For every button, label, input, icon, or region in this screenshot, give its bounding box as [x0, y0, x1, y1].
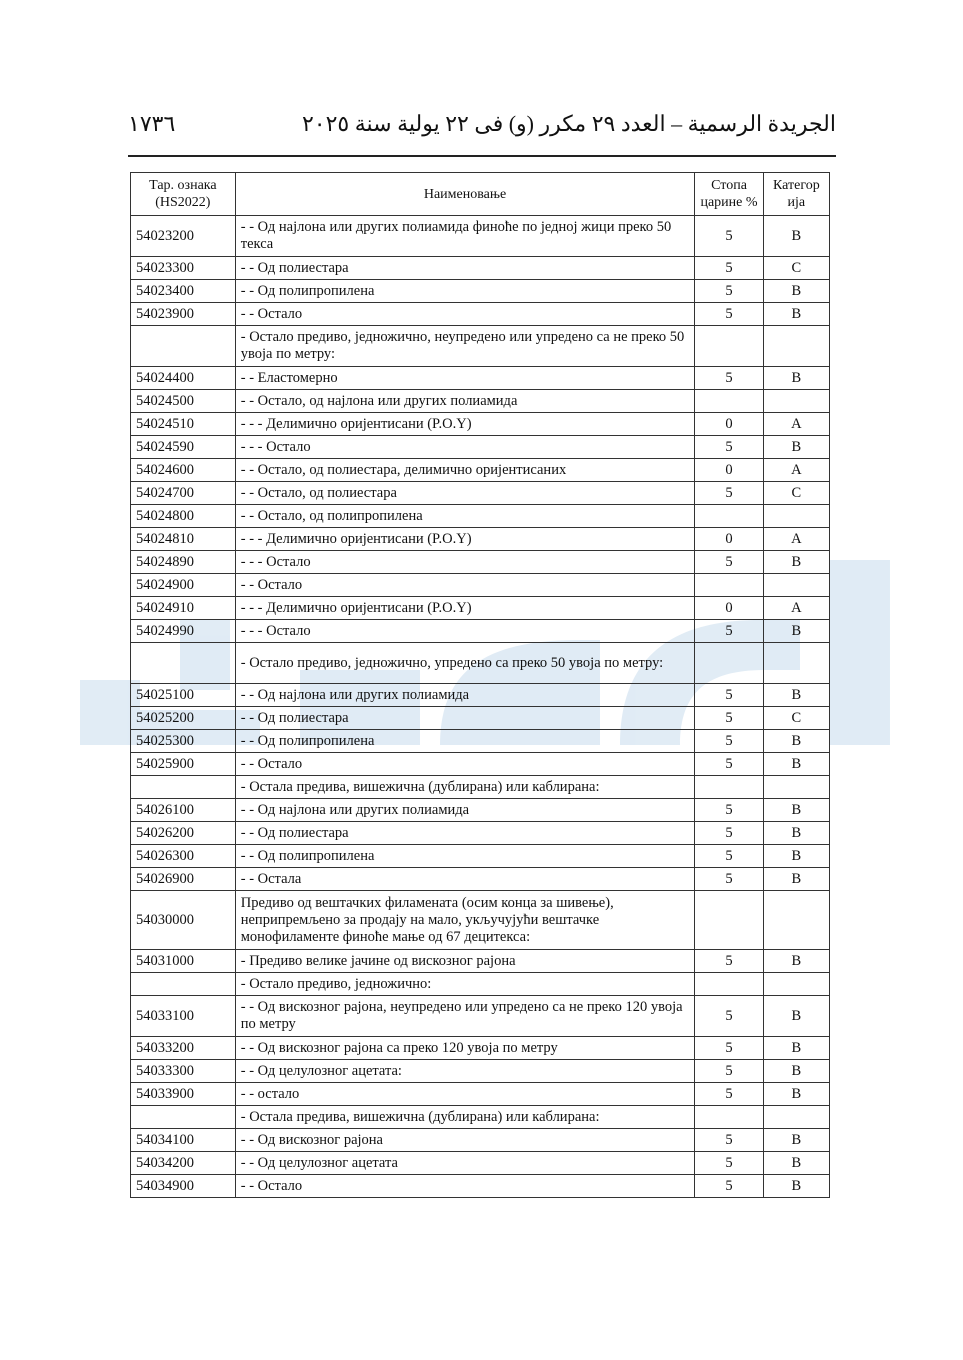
tariff-code-cell: 54024510	[131, 413, 236, 436]
tariff-code-cell: 54033300	[131, 1060, 236, 1083]
category-cell: B	[763, 753, 829, 776]
table-row	[131, 1037, 830, 1060]
table-header-row	[131, 173, 830, 216]
description-cell: - Остало предиво, једножично, упредено са преко 50 увоја по метру:	[235, 643, 695, 684]
category-cell: A	[763, 413, 829, 436]
duty-rate-cell: 5	[695, 684, 763, 707]
table-row	[131, 303, 830, 326]
tariff-code-cell: 54026300	[131, 845, 236, 868]
tariff-code-cell: 54034200	[131, 1152, 236, 1175]
tariff-code-cell	[131, 776, 236, 799]
tariff-code-cell: 54033100	[131, 996, 236, 1037]
category-cell: B	[763, 996, 829, 1037]
description-cell: - - Од целулозног ацетата:	[235, 1060, 695, 1083]
tariff-code-cell: 54024900	[131, 574, 236, 597]
category-cell: B	[763, 799, 829, 822]
table-row	[131, 436, 830, 459]
category-cell: B	[763, 730, 829, 753]
description-cell: - - Остало	[235, 1175, 695, 1198]
duty-rate-cell: 5	[695, 257, 763, 280]
table-row	[131, 505, 830, 528]
tariff-code-cell: 54024590	[131, 436, 236, 459]
description-cell: - - Остало, од полиестара, делимично оријентисаних	[235, 459, 695, 482]
category-cell	[763, 505, 829, 528]
description-cell: - - - Делимично оријентисани (P.O.Y)	[235, 597, 695, 620]
description-cell: - - Од вискозног рајона са преко 120 увоја по метру	[235, 1037, 695, 1060]
header-rule	[128, 155, 836, 157]
tariff-code-cell: 54024800	[131, 505, 236, 528]
duty-rate-cell: 5	[695, 436, 763, 459]
category-cell: B	[763, 684, 829, 707]
duty-rate-cell	[695, 776, 763, 799]
tariff-code-cell: 54023400	[131, 280, 236, 303]
table-row	[131, 1083, 830, 1106]
tariff-code-cell: 54034100	[131, 1129, 236, 1152]
category-cell	[763, 643, 829, 684]
table-row	[131, 799, 830, 822]
table-row	[131, 326, 830, 367]
category-cell: C	[763, 707, 829, 730]
category-cell: B	[763, 216, 829, 257]
table-row	[131, 482, 830, 505]
page-number: ١٧٣٦	[128, 111, 176, 136]
column-header-name: Наименовање	[235, 173, 695, 216]
category-cell	[763, 776, 829, 799]
duty-rate-cell: 5	[695, 482, 763, 505]
table-row	[131, 413, 830, 436]
category-cell: B	[763, 822, 829, 845]
category-cell	[763, 574, 829, 597]
category-cell: B	[763, 950, 829, 973]
description-cell: - - Остало	[235, 303, 695, 326]
description-cell: - - - Остало	[235, 551, 695, 574]
tariff-code-cell: 54023300	[131, 257, 236, 280]
table-row	[131, 257, 830, 280]
duty-rate-cell: 5	[695, 303, 763, 326]
table-row	[131, 845, 830, 868]
duty-rate-cell: 5	[695, 1175, 763, 1198]
category-cell: B	[763, 868, 829, 891]
tariff-code-cell: 54025300	[131, 730, 236, 753]
tariff-code-cell: 54033900	[131, 1083, 236, 1106]
table-row	[131, 950, 830, 973]
category-cell: A	[763, 597, 829, 620]
tariff-code-cell: 54026900	[131, 868, 236, 891]
description-cell: - - Остало, од полипропилена	[235, 505, 695, 528]
table-row	[131, 868, 830, 891]
table-row	[131, 753, 830, 776]
tariff-code-cell: 54030000	[131, 891, 236, 950]
page-header	[128, 106, 836, 142]
description-cell: - - - Остало	[235, 436, 695, 459]
duty-rate-cell: 5	[695, 1152, 763, 1175]
category-cell: B	[763, 1152, 829, 1175]
tariff-code-cell: 54034900	[131, 1175, 236, 1198]
table-row	[131, 996, 830, 1037]
table-row	[131, 459, 830, 482]
description-cell: Предиво од вештачких филамената (осим конца за шивење), неприпремљено за продају на мало, укључујући вештачке монофиламенте финоће мање од 67 децитекса:	[235, 891, 695, 950]
tariff-code-cell: 54024400	[131, 367, 236, 390]
description-cell: - - Остала	[235, 868, 695, 891]
description-cell: - Остало предиво, једножично, неупредено или упредено са не преко 50 увоја по метру:	[235, 326, 695, 367]
table-row	[131, 1106, 830, 1129]
description-cell: - Остала предива, вишежична (дублирана) или каблирана:	[235, 776, 695, 799]
duty-rate-cell: 5	[695, 1037, 763, 1060]
table-row	[131, 776, 830, 799]
tariff-code-cell: 54024990	[131, 620, 236, 643]
duty-rate-cell: 5	[695, 996, 763, 1037]
table-row	[131, 597, 830, 620]
tariff-code-cell: 54024810	[131, 528, 236, 551]
table-row	[131, 891, 830, 950]
category-cell: B	[763, 280, 829, 303]
tariff-code-cell: 54025900	[131, 753, 236, 776]
description-cell: - - Од полипропилена	[235, 845, 695, 868]
duty-rate-cell: 5	[695, 280, 763, 303]
table-row	[131, 1152, 830, 1175]
table-row	[131, 367, 830, 390]
duty-rate-cell	[695, 574, 763, 597]
duty-rate-cell: 5	[695, 799, 763, 822]
duty-rate-cell: 5	[695, 551, 763, 574]
table-row	[131, 1129, 830, 1152]
table-row	[131, 684, 830, 707]
duty-rate-cell: 0	[695, 459, 763, 482]
description-cell: - - - Делимично оријентисани (P.O.Y)	[235, 528, 695, 551]
duty-rate-cell	[695, 505, 763, 528]
category-cell: A	[763, 459, 829, 482]
tariff-code-cell: 54023900	[131, 303, 236, 326]
description-cell: - - остало	[235, 1083, 695, 1106]
tariff-code-cell: 54024910	[131, 597, 236, 620]
table-row	[131, 551, 830, 574]
description-cell: - - Остало, од најлона или других полиамида	[235, 390, 695, 413]
tariff-table	[130, 172, 830, 1198]
description-cell: - - Од полипропилена	[235, 280, 695, 303]
duty-rate-cell: 5	[695, 620, 763, 643]
duty-rate-cell: 5	[695, 1083, 763, 1106]
duty-rate-cell	[695, 326, 763, 367]
tariff-code-cell	[131, 1106, 236, 1129]
description-cell: - - Од најлона или других полиамида	[235, 684, 695, 707]
duty-rate-cell: 5	[695, 730, 763, 753]
tariff-code-cell	[131, 973, 236, 996]
description-cell: - - Од полиестара	[235, 822, 695, 845]
description-cell: - - Од најлона или других полиамида	[235, 799, 695, 822]
duty-rate-cell: 5	[695, 868, 763, 891]
description-cell: - - Од вискозног рајона, неупредено или упредено са не преко 120 увоја по метру	[235, 996, 695, 1037]
description-cell: - - Остало	[235, 753, 695, 776]
category-cell	[763, 1106, 829, 1129]
description-cell: - - - Делимично оријентисани (P.O.Y)	[235, 413, 695, 436]
duty-rate-cell	[695, 643, 763, 684]
category-cell: B	[763, 1083, 829, 1106]
column-header-category: Категор ија	[763, 173, 829, 216]
tariff-code-cell: 54024890	[131, 551, 236, 574]
column-header-rate: Стопа царине %	[695, 173, 763, 216]
category-cell: B	[763, 551, 829, 574]
tariff-code-cell: 54033200	[131, 1037, 236, 1060]
table-row	[131, 730, 830, 753]
duty-rate-cell: 5	[695, 1129, 763, 1152]
table-row	[131, 1175, 830, 1198]
duty-rate-cell: 5	[695, 822, 763, 845]
table-row	[131, 574, 830, 597]
tariff-code-cell: 54026200	[131, 822, 236, 845]
description-cell: - - Од целулозног ацетата	[235, 1152, 695, 1175]
duty-rate-cell	[695, 891, 763, 950]
description-cell: - - Остало, од полиестара	[235, 482, 695, 505]
description-cell: - Остало предиво, једножично:	[235, 973, 695, 996]
category-cell: C	[763, 482, 829, 505]
description-cell: - - Од полипропилена	[235, 730, 695, 753]
category-cell: B	[763, 303, 829, 326]
tariff-code-cell	[131, 326, 236, 367]
description-cell: - - Од полиестара	[235, 707, 695, 730]
duty-rate-cell: 5	[695, 707, 763, 730]
table-row	[131, 620, 830, 643]
tariff-code-cell: 54024500	[131, 390, 236, 413]
duty-rate-cell	[695, 1106, 763, 1129]
duty-rate-cell: 5	[695, 1060, 763, 1083]
duty-rate-cell: 5	[695, 216, 763, 257]
tariff-code-cell: 54024600	[131, 459, 236, 482]
tariff-code-cell: 54023200	[131, 216, 236, 257]
duty-rate-cell: 5	[695, 950, 763, 973]
description-cell: - - Остало	[235, 574, 695, 597]
duty-rate-cell: 5	[695, 367, 763, 390]
description-cell: - Остала предива, вишежична (дублирана) или каблирана:	[235, 1106, 695, 1129]
table-row	[131, 707, 830, 730]
description-cell: - - Од вискозног рајона	[235, 1129, 695, 1152]
description-cell: - - Од најлона или других полиамида финоће по једној жици преко 50 текса	[235, 216, 695, 257]
category-cell: B	[763, 1175, 829, 1198]
tariff-code-cell: 54026100	[131, 799, 236, 822]
table-row	[131, 280, 830, 303]
category-cell: B	[763, 1060, 829, 1083]
duty-rate-cell: 0	[695, 597, 763, 620]
duty-rate-cell: 5	[695, 753, 763, 776]
duty-rate-cell	[695, 390, 763, 413]
category-cell: B	[763, 367, 829, 390]
duty-rate-cell	[695, 973, 763, 996]
tariff-code-cell: 54024700	[131, 482, 236, 505]
category-cell: B	[763, 436, 829, 459]
table-row	[131, 216, 830, 257]
table-row	[131, 1060, 830, 1083]
tariff-table-body	[131, 216, 830, 1198]
category-cell: B	[763, 620, 829, 643]
tariff-code-cell	[131, 643, 236, 684]
description-cell: - - Од полиестара	[235, 257, 695, 280]
table-row	[131, 528, 830, 551]
category-cell: B	[763, 1037, 829, 1060]
category-cell	[763, 390, 829, 413]
category-cell: A	[763, 528, 829, 551]
description-cell: - Предиво велике јачине од вискозног рајона	[235, 950, 695, 973]
duty-rate-cell: 0	[695, 528, 763, 551]
description-cell: - - Еластомерно	[235, 367, 695, 390]
category-cell	[763, 891, 829, 950]
table-row	[131, 643, 830, 684]
category-cell: B	[763, 845, 829, 868]
description-cell: - - - Остало	[235, 620, 695, 643]
table-row	[131, 390, 830, 413]
column-header-code: Тар. ознака (HS2022)	[131, 173, 236, 216]
duty-rate-cell: 0	[695, 413, 763, 436]
category-cell: C	[763, 257, 829, 280]
category-cell	[763, 326, 829, 367]
category-cell	[763, 973, 829, 996]
category-cell: B	[763, 1129, 829, 1152]
tariff-code-cell: 54031000	[131, 950, 236, 973]
duty-rate-cell: 5	[695, 845, 763, 868]
table-row	[131, 973, 830, 996]
table-row	[131, 822, 830, 845]
gazette-title: الجريدة الرسمية – العدد ٢٩ مكرر (و) فى ٢٢ يولية سنة ٢٠٢٥	[301, 111, 836, 136]
tariff-code-cell: 54025100	[131, 684, 236, 707]
tariff-code-cell: 54025200	[131, 707, 236, 730]
